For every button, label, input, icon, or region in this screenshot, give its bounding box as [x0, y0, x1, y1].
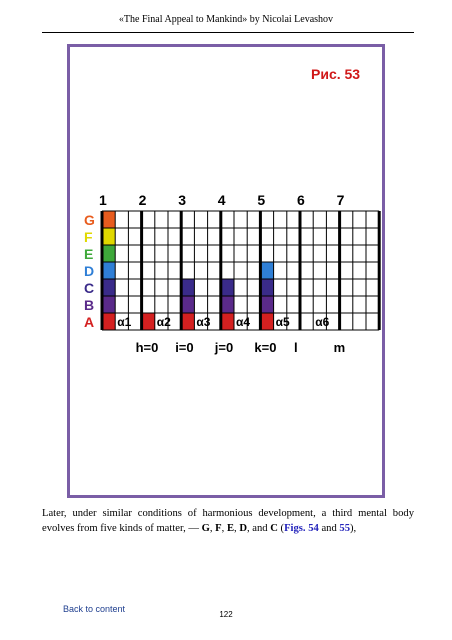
filled-cell-col1-rowE [102, 245, 115, 262]
filled-cell-col3-rowC [181, 279, 194, 296]
figure-label: Рис. 53 [311, 66, 361, 82]
bottom-label-h=0: h=0 [135, 340, 159, 355]
matter-e: E [226, 523, 235, 534]
alpha-label-3: α3 [196, 315, 211, 329]
bottom-label-m: m [333, 340, 346, 355]
filled-cell-col3-rowA [181, 313, 194, 330]
alpha-label-4: α4 [236, 315, 251, 329]
filled-cell-col1-rowF [102, 228, 115, 245]
figs-54-link[interactable]: Figs. 54 [284, 523, 319, 534]
page-number: 122 [219, 610, 233, 619]
filled-cell-col1-rowB [102, 296, 115, 313]
filled-cell-col3-rowB [181, 296, 194, 313]
alpha-label-6: α6 [315, 315, 330, 329]
filled-cell-col5-rowA [260, 313, 273, 330]
filled-cell-col4-rowC [221, 279, 234, 296]
alpha-label-2: α2 [156, 315, 171, 329]
column-number-7: 7 [336, 192, 345, 208]
filled-cell-col5-rowC [260, 279, 273, 296]
grid-background [102, 211, 379, 330]
body-paragraph: Later, under similar conditions of harmonious development, a third mental body evolves from five kinds of matter, — G, F, E, D, and C (Figs. 54 and 55), [42, 508, 414, 534]
column-number-2: 2 [138, 192, 147, 208]
row-letter-A: A [84, 314, 95, 330]
column-number-1: 1 [99, 192, 107, 208]
row-letter-C: C [84, 280, 95, 296]
column-number-6: 6 [297, 192, 305, 208]
filled-cell-col4-rowA [221, 313, 234, 330]
row-letter-B: B [84, 297, 95, 313]
filled-cell-col2-rowA [142, 313, 155, 330]
row-letter-D: D [84, 263, 95, 279]
alpha-label-5: α5 [275, 315, 290, 329]
page-header: «The Final Appeal to Mankind» by Nicolai Levashov [118, 14, 334, 25]
row-letter-E: E [84, 246, 94, 262]
column-number-3: 3 [178, 192, 186, 208]
filled-cell-col1-rowA [102, 313, 115, 330]
filled-cell-col1-rowG [102, 211, 115, 228]
filled-cell-col5-rowB [260, 296, 273, 313]
matter-g: G [201, 523, 210, 534]
back-to-content-link[interactable]: Back to content [63, 604, 126, 614]
column-number-4: 4 [217, 192, 226, 208]
row-letter-F: F [84, 229, 93, 245]
filled-cell-col5-rowD [260, 262, 273, 279]
fig-55-link[interactable]: 55 [339, 523, 350, 534]
bottom-label-k=0: k=0 [254, 340, 277, 355]
filled-cell-col1-rowD [102, 262, 115, 279]
matter-c: C [270, 523, 278, 534]
filled-cell-col1-rowC [102, 279, 115, 296]
filled-cell-col4-rowB [221, 296, 234, 313]
alpha-label-1: α1 [117, 315, 132, 329]
bottom-label-i=0: i=0 [175, 340, 194, 355]
matter-d: D [239, 523, 247, 534]
bottom-label-j=0: j=0 [214, 340, 234, 355]
row-letter-G: G [84, 212, 95, 228]
bottom-label-l: l [294, 340, 298, 355]
column-number-5: 5 [257, 192, 266, 208]
matter-f: F [215, 523, 222, 534]
